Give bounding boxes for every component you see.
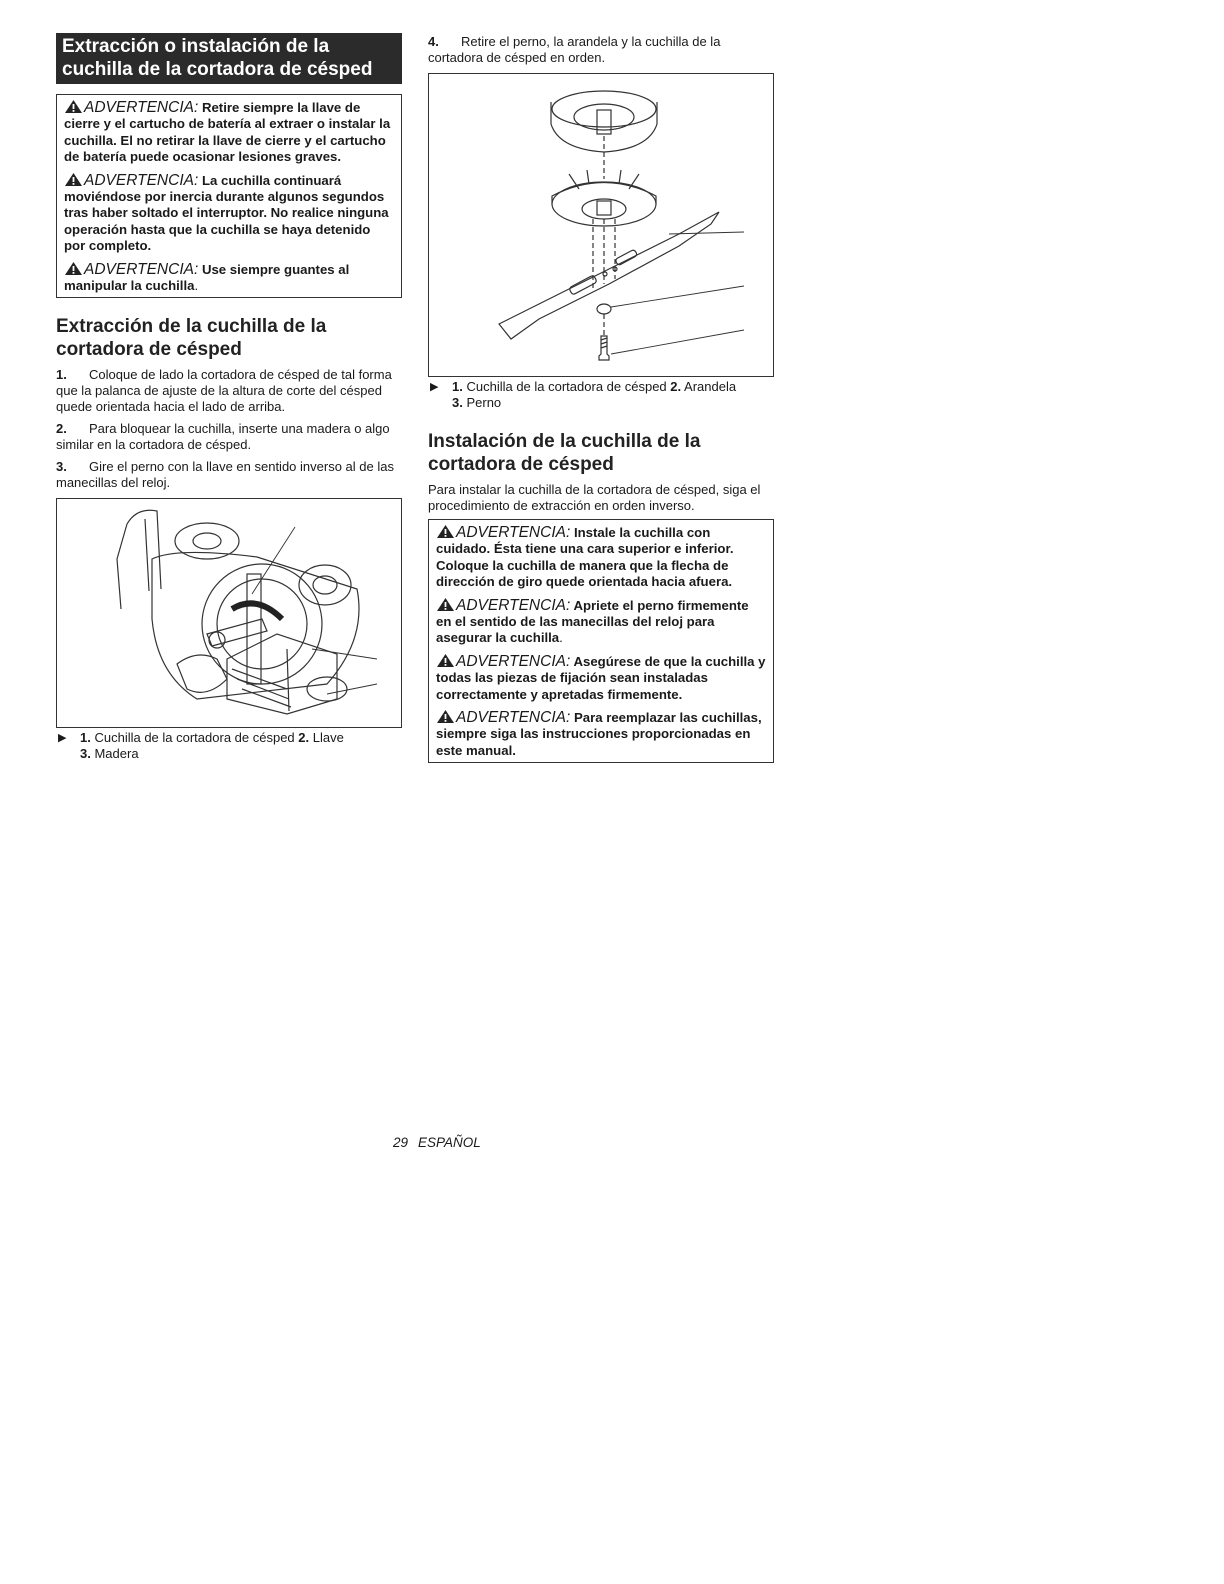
- right-column: [428, 33, 774, 763]
- page-footer: [393, 1135, 491, 1150]
- removal-step-2: 2. Para bloquear la cuchilla, inserte una madera o algo similar en la cortadora de césped.: [56, 421, 390, 453]
- removal-step-3: 3. Gire el perno con la llave en sentido inverso al de las manecillas del reloj.: [56, 459, 394, 491]
- blade-figure-caption: ▶ 1. Cuchilla de la cortadora de césped 2. Arandela 3. Perno: [430, 379, 737, 410]
- warning-3: ADVERTENCIA: Use siempre guantes al manipular la cuchilla.: [64, 260, 350, 294]
- warning-label: ADVERTENCIA:: [456, 709, 571, 727]
- warning-triangle-icon: [64, 99, 83, 114]
- warning-box-installation: [428, 519, 774, 763]
- removal-step-4: 4. Retire el perno, la arandela y la cuchilla de la cortadora de césped en orden.: [428, 34, 721, 65]
- blade-figure: [428, 73, 774, 377]
- installation-heading: Instalación de la cuchilla de la cortadora de césped: [428, 431, 701, 475]
- install-warning-3: ADVERTENCIA: Asegúrese de que la cuchilla y todas las piezas de fijación sean instaladas correctamente y apretadas firmemente.: [436, 652, 766, 702]
- removal-step-1: 1. Coloque de lado la cortadora de césped de tal forma que la palanca de ajuste de la altura de corte del césped quede orientada hacia el lado de arriba.: [56, 367, 392, 415]
- warning-label: ADVERTENCIA:: [456, 596, 571, 614]
- warning-label: ADVERTENCIA:: [84, 99, 199, 116]
- warning-1: ADVERTENCIA: Retire siempre la llave de cierre y el cartucho de batería al extraer o instalar la cuchilla. El no retirar la llave de cierre y el cartucho de batería puede ocasionar lesiones graves.: [64, 99, 391, 165]
- left-column: [56, 33, 402, 762]
- warning-triangle-icon: [64, 172, 83, 187]
- warning-triangle-icon: [64, 261, 83, 276]
- caption-arrow-icon: ▶: [58, 732, 67, 745]
- page-number: 29: [393, 1135, 409, 1150]
- warning-label: ADVERTENCIA:: [456, 652, 571, 670]
- warning-triangle-icon: [436, 597, 455, 612]
- install-warning-1: ADVERTENCIA: Instale la cuchilla con cuidado. Ésta tiene una cara superior e inferior. Coloque la cuchilla de manera que la flecha de dirección de giro quede orientada hacia afuera.: [436, 524, 734, 590]
- mower-illustration: [57, 499, 401, 727]
- section-title: Extracción o instalación de la cuchilla de la cortadora de césped: [56, 33, 402, 84]
- warning-box-top: [56, 94, 402, 298]
- mower-figure-caption: ▶ 1. Cuchilla de la cortadora de césped 2. Llave 3. Madera: [58, 730, 344, 762]
- removal-heading: Extracción de la cuchilla de la cortadora de césped: [56, 316, 327, 361]
- install-warning-4: ADVERTENCIA: Para reemplazar las cuchillas, siempre siga las instrucciones proporcionadas en este manual.: [436, 709, 762, 758]
- warning-triangle-icon: [436, 709, 455, 724]
- warning-triangle-icon: [436, 653, 455, 668]
- installation-intro: Para instalar la cuchilla de la cortadora de césped, siga el procedimiento de extracción en orden inverso.: [428, 482, 761, 513]
- install-warning-2: ADVERTENCIA: Apriete el perno firmemente en el sentido de las manecillas del reloj para asegurar la cuchilla.: [436, 596, 749, 646]
- warning-triangle-icon: [436, 524, 455, 539]
- blade-exploded-illustration: [429, 74, 773, 376]
- caption-arrow-icon: ▶: [430, 381, 439, 393]
- warning-label: ADVERTENCIA:: [456, 524, 571, 541]
- warning-label: ADVERTENCIA:: [84, 260, 199, 278]
- mower-figure: [56, 498, 402, 728]
- footer-language: ESPAÑOL: [418, 1135, 481, 1150]
- warning-label: ADVERTENCIA:: [84, 171, 199, 189]
- warning-2: ADVERTENCIA: La cuchilla continuará moviéndose por inercia durante algunos segundos tras haber soltado el interruptor. No realice ninguna operación hasta que la cuchilla se haya detenido por completo.: [64, 171, 389, 254]
